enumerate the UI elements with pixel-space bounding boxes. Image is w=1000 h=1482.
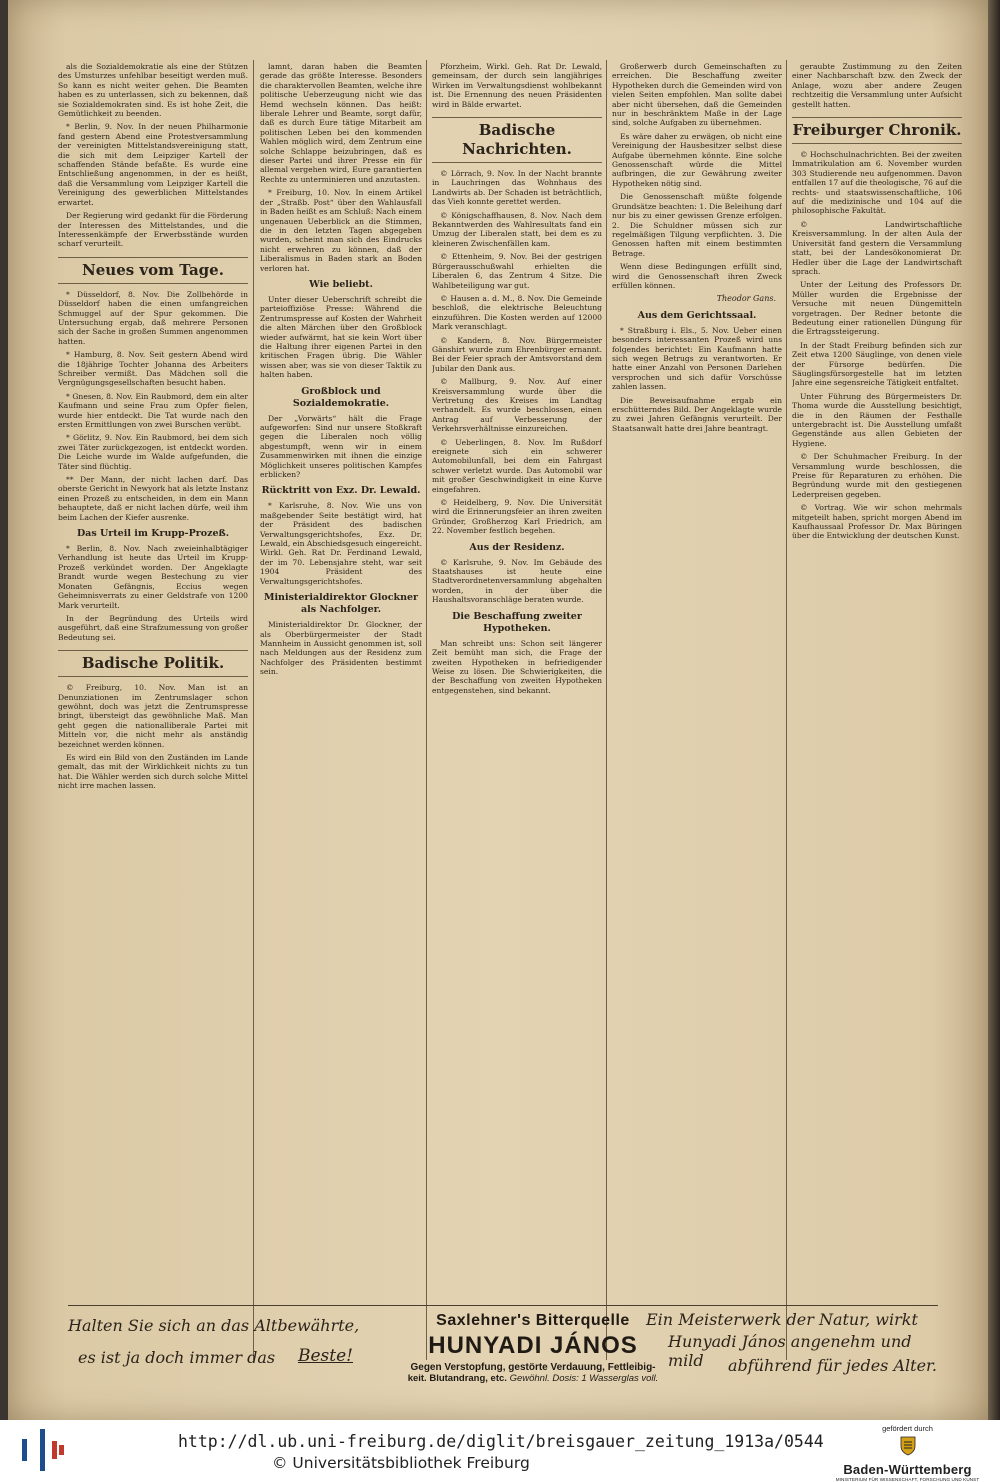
article-text: © Vortrag. Wie wir schon mehrmals mitgeteilt haben, spricht morgen Abend im Kaufhaussaal Professor Dr. Max Büringen über die Entwicklung der deutschen Kunst.	[792, 503, 962, 541]
article-text: © Kandern, 8. Nov. Bürgermeister Gänshirt wurde zum Ehrenbürger ernannt. Bei der Feier sprach der Amtsvorstand dem Jubilar den Dank aus.	[432, 335, 602, 373]
ad-right-line-2: Hunyadi János angenehm und mild	[668, 1332, 912, 1370]
article-text: © Ueberlingen, 8. Nov. Im Rußdorf ereignete sich ein schwerer Automobilunfall, bei dem ein Fahrgast schwer verletzt wurde. Das Automobil war mit großer Geschwindigkeit in eine Kurve eingefahren.	[432, 437, 602, 494]
article-text: © Hausen a. d. M., 8. Nov. Die Gemeinde beschloß, die elektrische Beleuchtung einzuführen. Die Kosten werden auf 12000 Mark veranschlagt.	[432, 293, 602, 332]
article-text: * Gnesen, 8. Nov. Ein Raubmord, dem ein alter Kaufmann und seine Frau zum Opfer fielen, wurde hier entdeckt. Die Tat wurde nach den ersten Ermittlungen von zwei Burschen verübt.	[58, 391, 248, 429]
article-text: © Heidelberg, 9. Nov. Die Universität wird die Erinnerungsfeier an ihren zweiten Gründer, Großherzog Karl Friedrich, am 22. November festlich begehen.	[432, 498, 602, 536]
document-url-link[interactable]: http://dl.ub.uni-freiburg.de/diglit/breisgauer_zeitung_1913a/0544	[178, 1432, 824, 1451]
article-text: * Berlin, 8. Nov. Nach zweieinhalbtägiger Verhandlung ist heute das Urteil im Krupp-Prozeß verkündet worden. Der Angeklagte Brandt wurde wegen Bestechung zu vier Monaten Gefängnis, Eccius wegen Geheimnisverrats zu einer Geldstrafe von 1200 Mark verurteilt.	[58, 544, 248, 610]
column-2	[260, 62, 422, 1302]
copyright-notice: © Universitätsbibliothek Freiburg	[272, 1454, 530, 1472]
ministry-name: MINISTERIUM FÜR WISSENSCHAFT, FORSCHUNG UND KUNST	[835, 1477, 980, 1482]
ad-left-line-1: Halten Sie sich an das Altbewährte,	[68, 1316, 360, 1335]
ad-right-line-1: Ein Meisterwerk der Natur, wirkt	[646, 1310, 918, 1329]
article-text: Ministerialdirektor Dr. Glockner, der als Oberbürgermeister der Stadt Mannheim in Aussicht genommen ist, soll nach Meldungen aus der Residenz zum Nachfolger des Präsidenten bestimmt sein.	[260, 620, 422, 677]
article-text: © Königschaffhausen, 8. Nov. Nach dem Bekanntwerden des Wahlresultats fand ein Umzug der Liberalen statt, bei dem es zu kleineren Zwischenfällen kam.	[432, 210, 602, 248]
column-5	[792, 62, 962, 1302]
coat-of-arms-icon	[897, 1434, 919, 1456]
book-binding	[988, 0, 1000, 1420]
column-rule	[253, 60, 254, 1360]
article-text: Der „Vorwärts“ hält die Frage aufgeworfen: Sind nur unsere Stoßkraft gegen die Liberalen noch völlig abgestumpft, wenn wir in einem Zusammenwirken mit ihnen die einzige Möglichkeit unseres politischen Kampfes erblicken?	[260, 413, 422, 480]
article-text: * Görlitz, 9. Nov. Ein Raubmord, bei dem sich zwei Täter zurückgezogen, ist entdeckt worden. Die Leiche wurde im Walde aufgefunden, die Täter sind flüchtig.	[58, 433, 248, 471]
university-logo-icon	[20, 1427, 66, 1473]
author-signature: Theodor Gans.	[716, 294, 776, 304]
article-text: © Der Schuhmacher Freiburg. In der Versammlung wurde beschlossen, die Preise für Reparaturen zu erhöhen. Die Begründung wurde mit den gestiegenen Lederpreisen gegeben.	[792, 452, 962, 499]
section-heading-badische-nachrichten: Badische Nachrichten.	[432, 117, 602, 163]
article-text: © Ettenheim, 9. Nov. Bei der gestrigen Bürgerausschußwahl erhielten die Liberalen 6, das Zentrum 4 Sitze. Die Wahlbeteiligung war gut.	[432, 252, 602, 290]
article-text: * Straßburg i. Els., 5. Nov. Ueber einen besonders interessanten Prozeß wird uns folgendes berichtet: Ein Kaufmann hatte sich wegen Betrugs zu verantworten. Er hatte einer Anzahl von Personen Darlehen versprochen und sich dafür Vorschüsse zahlen lassen.	[612, 325, 782, 392]
article-text: lamnt, daran haben die Beamten gerade das größte Interesse. Besonders die charaktervollen Beamten, welche ihre politische Ueberzeugung nicht wie das Hemd wechseln können. Das heißt: liberale Lehrer und Beamte, sorgt dafür, daß es durch Eure tätige Mitarbeit am politischen Leben bei den kommenden Wahlen möglich wird, dem Zentrum eine solche Schlappe beizubringen, daß es dieser Partei und ihrer Presse ein für allemal vergehen wird, Eure garantierten Rechte zu unterminieren und anzutasten.	[260, 62, 422, 184]
column-3	[432, 62, 602, 1302]
article-text: Die Genossenschaft müßte folgende Grundsätze beachten: 1. Die Beleihung darf nur bis zu einer gewissen Grenze erfolgen. 2. Die Schuldner müssen sich zur regelmäßigen Tilgung verpflichten. 3. Die Genossen haften mit einem bestimmten Betrage.	[612, 192, 782, 258]
column-1	[58, 62, 248, 1302]
ad-brand-line: Saxlehner's Bitterquelle	[436, 1312, 630, 1329]
ad-tagline-1: Gegen Verstopfung, gestörte Verdauung, Fettleibig-	[410, 1362, 656, 1373]
article-text: * Düsseldorf, 8. Nov. Die Zollbehörde in Düsseldorf haben die einen umfangreichen Schmuggel auf der Spur gekommen. Die Untersuchung ergab, daß mehrere Personen sich der Sache in großen Summen angenommen hatten.	[58, 289, 248, 346]
hunyadi-advertisement	[68, 1305, 938, 1416]
subheading-beschaffung: Die Beschaffung zweiter Hypotheken.	[452, 610, 582, 634]
ad-dose: Gewöhnl. Dosis: 1 Wasserglas voll.	[509, 1373, 659, 1384]
article-text: Großerwerb durch Gemeinschaften zu erreichen. Die Beschaffung zweiter Hypotheken durch die Gemeinden wird von vielen Seiten empfohlen. Man sollte dabei aber nicht übersehen, daß die Gemeinden nur in beschränktem Maße in der Lage sind, solche Aufgaben zu übernehmen.	[612, 62, 782, 128]
article-text: In der Begründung des Urteils wird ausgeführt, daß eine Strafzumessung von großer Bedeutung sei.	[58, 613, 248, 642]
column-4	[612, 62, 782, 1302]
subheading-ministerial: Ministerialdirektor Glockner als Nachfolger.	[263, 592, 419, 616]
subheading-residenz: Aus der Residenz.	[469, 541, 565, 553]
article-text: © Landwirtschaftliche Kreisversammlung. In der alten Aula der Universität fand gestern die Versammlung statt, bei der Landesökonomierat Dr. Hedler über die Lage der Landwirtschaft sprach.	[792, 219, 962, 276]
article-text: Die Beweisaufnahme ergab ein erschütterndes Bild. Der Angeklagte wurde zu zwei Jahren Gefängnis verurteilt. Der Staatsanwalt hatte drei Jahre beantragt.	[612, 395, 782, 433]
ad-tagline-2	[383, 1373, 683, 1384]
article-text: geraubte Zustimmung zu den Zeiten einer Nachbarschaft bzw. den Zweck der Anlage, wozu aber andere Zeugen rechtzeitig die Versammlung unter Aufsicht gestellt hatten.	[792, 62, 962, 109]
ad-left-best: Beste!	[298, 1346, 354, 1366]
section-heading-badische-politik: Badische Politik.	[58, 650, 248, 677]
column-rule	[426, 60, 427, 1360]
article-text: Es wird ein Bild von den Zuständen im Lande gemalt, das mit der Wirklichkeit nichts zu tun hat. Die Wähler werden sich durch solche Mittel nicht irre machen lassen.	[58, 752, 248, 791]
article-text: © Freiburg, 10. Nov. Man ist an Denunziationen im Zentrumslager schon gewöhnt, doch was jetzt die Zentrumspresse bringt, übersteigt das gewöhnliche Maß. Man geht gegen die nationalliberale Partei mit Mitteln vor, die nicht mehr als anständig bezeichnet werden können.	[58, 683, 248, 749]
subheading-ruecktritt: Rücktritt von Exz. Dr. Lewald.	[261, 485, 421, 497]
article-text: Unter Führung des Bürgermeisters Dr. Thoma wurde die Ausstellung besichtigt, die in den Räumen der Festhalle untergebracht ist. Die Ausstellung umfaßt Gegenstände aus allen Gebieten der Hygiene.	[792, 391, 962, 448]
ad-left-line-2: es ist ja doch immer das	[78, 1348, 276, 1367]
ad-tagline-2-text: keit. Blutandrang, etc.	[407, 1373, 507, 1384]
column-rule	[606, 60, 607, 1360]
article-text: * Freiburg, 10. Nov. In einem Artikel der „Straßb. Post“ über den Wahlausfall in Baden heißt es am Schluß: Nach einem ungenauen Ueberblick an die Stimmen, die in den letzten Tagen abgegeben wurden, scheint man sich des Eindrucks nicht erwehren zu können, daß der Liberalismus in Baden stark an Boden verloren hat.	[260, 188, 422, 273]
state-name: Baden-Württemberg	[843, 1462, 972, 1477]
article-text: * Karlsruhe, 8. Nov. Wie uns von maßgebender Seite bestätigt wird, hat der Präsident des badischen Verwaltungsgerichtshofes, Exz. Dr. Lewald, ein Abschiedsgesuch eingereicht. Wirkl. Geh. Rat Dr. Ferdinand Lewald, der im 70. Lebensjahre steht, war seit 1904 Präsident des Verwaltungsgerichtshofes.	[260, 501, 422, 586]
article-text: Pforzheim, Wirkl. Geh. Rat Dr. Lewald, gemeinsam, der durch sein langjähriges Wirken im Verwaltungsdienst wohlbekannt ist. Die Ernennung des neuen Präsidenten wird in Bälde erwartet.	[432, 62, 602, 109]
ad-right-line-3: abführend für jedes Alter.	[728, 1356, 938, 1375]
article-text: © Karlsruhe, 9. Nov. Im Gebäude des Staatshauses ist heute eine Stadtverordnetenversammlung abgehalten worden, in der über die Haushaltsvoranschläge beraten wurde.	[432, 557, 602, 605]
newspaper-page	[8, 0, 990, 1420]
article-text: Unter der Leitung des Professors Dr. Müller wurden die Ergebnisse der Versuche mit neuen Düngemitteln vorgetragen. Der Redner betonte die Bedeutung einer rationellen Düngung für die Ertragssteigerung.	[792, 280, 962, 337]
article-text: Unter dieser Ueberschrift schreibt die parteioffiziöse Presse: Während die Zentrumspresse auf Kosten der Wahrheit die alten Märchen über den Großblock wieder aufwärmt, hat sie kein Wort über die Haltung ihrer eigenen Partei in den kritischen Fragen übrig. Die Wähler wissen aber, was sie von dieser Taktik zu halten haben.	[260, 294, 422, 380]
subheading-gerichtssaal: Aus dem Gerichtssaal.	[637, 309, 757, 321]
ad-brand-block	[383, 1312, 683, 1384]
subheading-grossblock: Großblock und Sozialdemokratie.	[292, 385, 390, 409]
funded-by-label: gefördert durch	[882, 1424, 933, 1433]
article-text: Es wäre daher zu erwägen, ob nicht eine Vereinigung der Hausbesitzer selbst diese Aufgabe übernehmen könnte. Eine solche Genossenschaft würde die Mittel aufbringen, die zur Gewährung zweiter Hypotheken nötig sind.	[612, 131, 782, 188]
article-text: © Hochschulnachrichten. Bei der zweiten Immatrikulation am 6. November wurden 303 Studierende neu aufgenommen. Davon entfallen 17 auf die theologische, 76 auf die rechts- und staatswissenschaftliche, 106 auf die medizinische und 104 auf die philosophische Fakultät.	[792, 150, 962, 216]
article-text: als die Sozialdemokratie als eine der Stützen des Umsturzes unfehlbar beseitigt werden muß. So kann es nicht weiter gehen. Die Beamten haben es zu unterlassen, sich zu bekennen, daß sie Sozialdemokraten sind. Es ist hohe Zeit, die Gemütlichkeit zu beenden.	[58, 62, 248, 119]
article-text: ** Der Mann, der nicht lachen darf. Das oberste Gericht in Newyork hat als letzte Instanz einen Prozeß zu entscheiden, in dem ein Mann behauptete, daß er nicht lachen dürfe, weil ihm beim Lachen der Kiefer ausrenke.	[58, 475, 248, 522]
funding-logo	[820, 1424, 995, 1482]
article-text: * Hamburg, 8. Nov. Seit gestern Abend wird die 18jährige Tochter Johanna des Arbeiters Schreiber vermißt. Das Mädchen soll die Vergnügungsgesellschaften besucht haben.	[58, 350, 248, 388]
article-text: Wenn diese Bedingungen erfüllt sind, wird die Genossenschaft ihren Zweck erfüllen können.	[612, 262, 782, 290]
section-heading-neues: Neues vom Tage.	[58, 257, 248, 284]
ad-brand-name: HUNYADI JÁNOS	[428, 1332, 638, 1359]
column-rule	[786, 60, 787, 1360]
subheading-urteil: Das Urteil im Krupp-Prozeß.	[76, 528, 230, 540]
subheading-wie-beliebt: Wie beliebt.	[309, 278, 373, 290]
article-text: * Berlin, 9. Nov. In der neuen Philharmonie fand gestern Abend eine Protestversammlung der vereinigten Mittelstandsvereinigung statt, die sich mit dem Leipziger Kartell der schaffenden Stände befaßte. Es wurde eine Entschließung angenommen, in der es heißt, daß die Versammlung vom Leipziger Kartell die Vereinigung des gewerblichen Mittelstandes erwartet.	[58, 122, 248, 207]
article-text: © Mallburg, 9. Nov. Auf einer Kreisversammlung wurde über die Vertretung des Kreises im Landtag verhandelt. Es wurde beschlossen, einen Antrag auf Verbesserung der Verkehrsverhältnisse einzureichen.	[432, 377, 602, 434]
section-heading-chronik: Freiburger Chronik.	[792, 117, 962, 144]
article-text: Der Regierung wird gedankt für die Förderung der Interessen des Mittelstandes, und die Interessenkämpfe der Erwerbsstände wurden scharf verurteilt.	[58, 211, 248, 249]
article-text: Man schreibt uns: Schon seit längerer Zeit bemüht man sich, die Frage der zweiten Hypotheken in befriedigender Weise zu lösen. Die Schwierigkeiten, die der Beschaffung von zweiten Hypotheken entgegenstehen, sind bekannt.	[432, 638, 602, 695]
article-text: © Lörrach, 9. Nov. In der Nacht brannte in Lauchringen das Wohnhaus des Landwirts ab. Der Schaden ist beträchtlich, das Vieh konnte gerettet werden.	[432, 169, 602, 207]
article-text: In der Stadt Freiburg befinden sich zur Zeit etwa 1200 Säuglinge, von denen viele der Fürsorge bedürfen. Die Säuglingsfürsorgestelle hat im letzten Jahre eine segensreiche Tätigkeit entfaltet.	[792, 340, 962, 388]
